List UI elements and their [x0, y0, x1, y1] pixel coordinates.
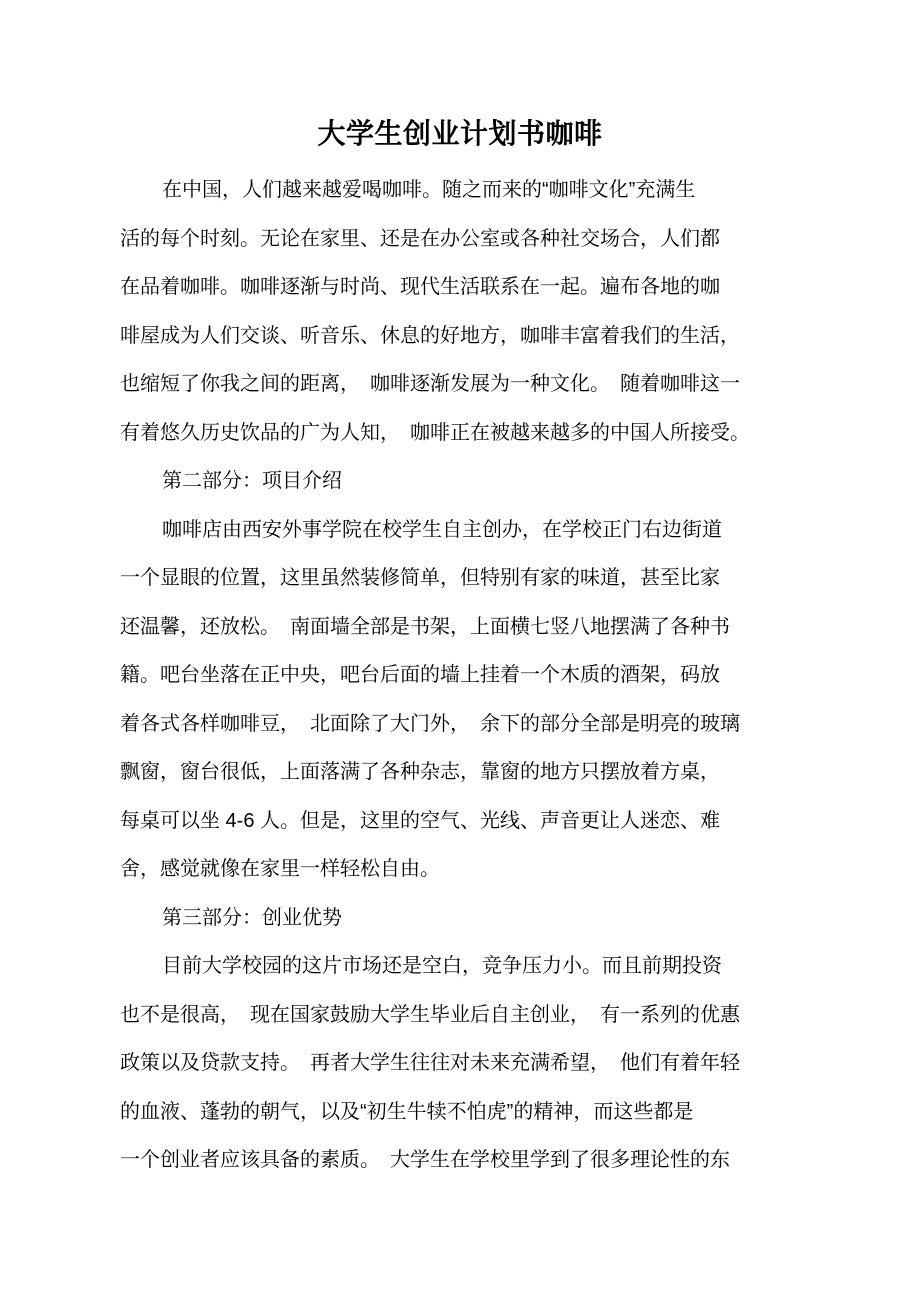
- text-line: 舍，感觉就像在家里一样轻松自由。: [120, 858, 440, 880]
- text-line: 着各式各样咖啡豆， 北面除了大门外， 余下的部分全部是明亮的玻璃: [120, 712, 740, 735]
- text-line: 有着悠久历史饮品的广为人知， 咖啡正在被越来越多的中国人所接受。: [120, 421, 750, 444]
- text-line: 飘窗，窗台很低，上面落满了各种杂志，靠窗的地方只摆放着方桌，: [120, 761, 720, 783]
- text-line: 一个创业者应该具备的素质。 大学生在学校里学到了很多理论性的东: [120, 1149, 730, 1171]
- text-line: 籍。吧台坐落在正中央，吧台后面的墙上挂着一个木质的酒架，码放: [120, 664, 720, 686]
- document-body: [0, 156, 920, 1185]
- text-line: 第三部分：创业优势: [162, 906, 342, 929]
- text-line: 啡屋成为人们交谈、听音乐、休息的好地方，咖啡丰富着我们的生活，: [120, 324, 740, 347]
- text-line: 每桌可以坐 4-6 人。但是，这里的空气、光线、声音更让人迷恋、难: [120, 809, 721, 832]
- text-line: 活的每个时刻。无论在家里、还是在办公室或各种社交场合，人们都: [120, 227, 720, 250]
- text-line: 还温馨，还放松。 南面墙全部是书架，上面横七竖八地摆满了各种书: [120, 615, 730, 638]
- text-line: 咖啡店由西安外事学院在校学生自主创办，在学校正门右边街道: [162, 518, 722, 541]
- text-line: 政策以及贷款支持。 再者大学生往往对未来充满希望， 他们有着年轻: [120, 1052, 740, 1074]
- text-line: 第二部分：项目介绍: [162, 470, 342, 492]
- text-line: 的血液、蓬勃的朝气，以及“初生牛犊不怕虎”的精神，而这些都是: [120, 1100, 694, 1123]
- document-title: 大学生创业计划书咖啡: [317, 118, 603, 149]
- text-line: 一个显眼的位置，这里虽然装修简单，但特别有家的味道，甚至比家: [120, 567, 720, 589]
- text-line: 也不是很高， 现在国家鼓励大学生毕业后自主创业， 有一系列的优惠: [120, 1003, 740, 1026]
- text-line: 目前大学校园的这片市场还是空白，竞争压力小。而且前期投资: [162, 955, 722, 977]
- text-line: 在品着咖啡。咖啡逐渐与时尚、现代生活联系在一起。遍布各地的咖: [120, 276, 720, 298]
- text-line: 在中国，人们越来越爱喝咖啡。随之而来的“咖啡文化”充满生: [162, 179, 696, 201]
- text-line: 也缩短了你我之间的距离， 咖啡逐渐发展为一种文化。 随着咖啡这一: [120, 373, 740, 395]
